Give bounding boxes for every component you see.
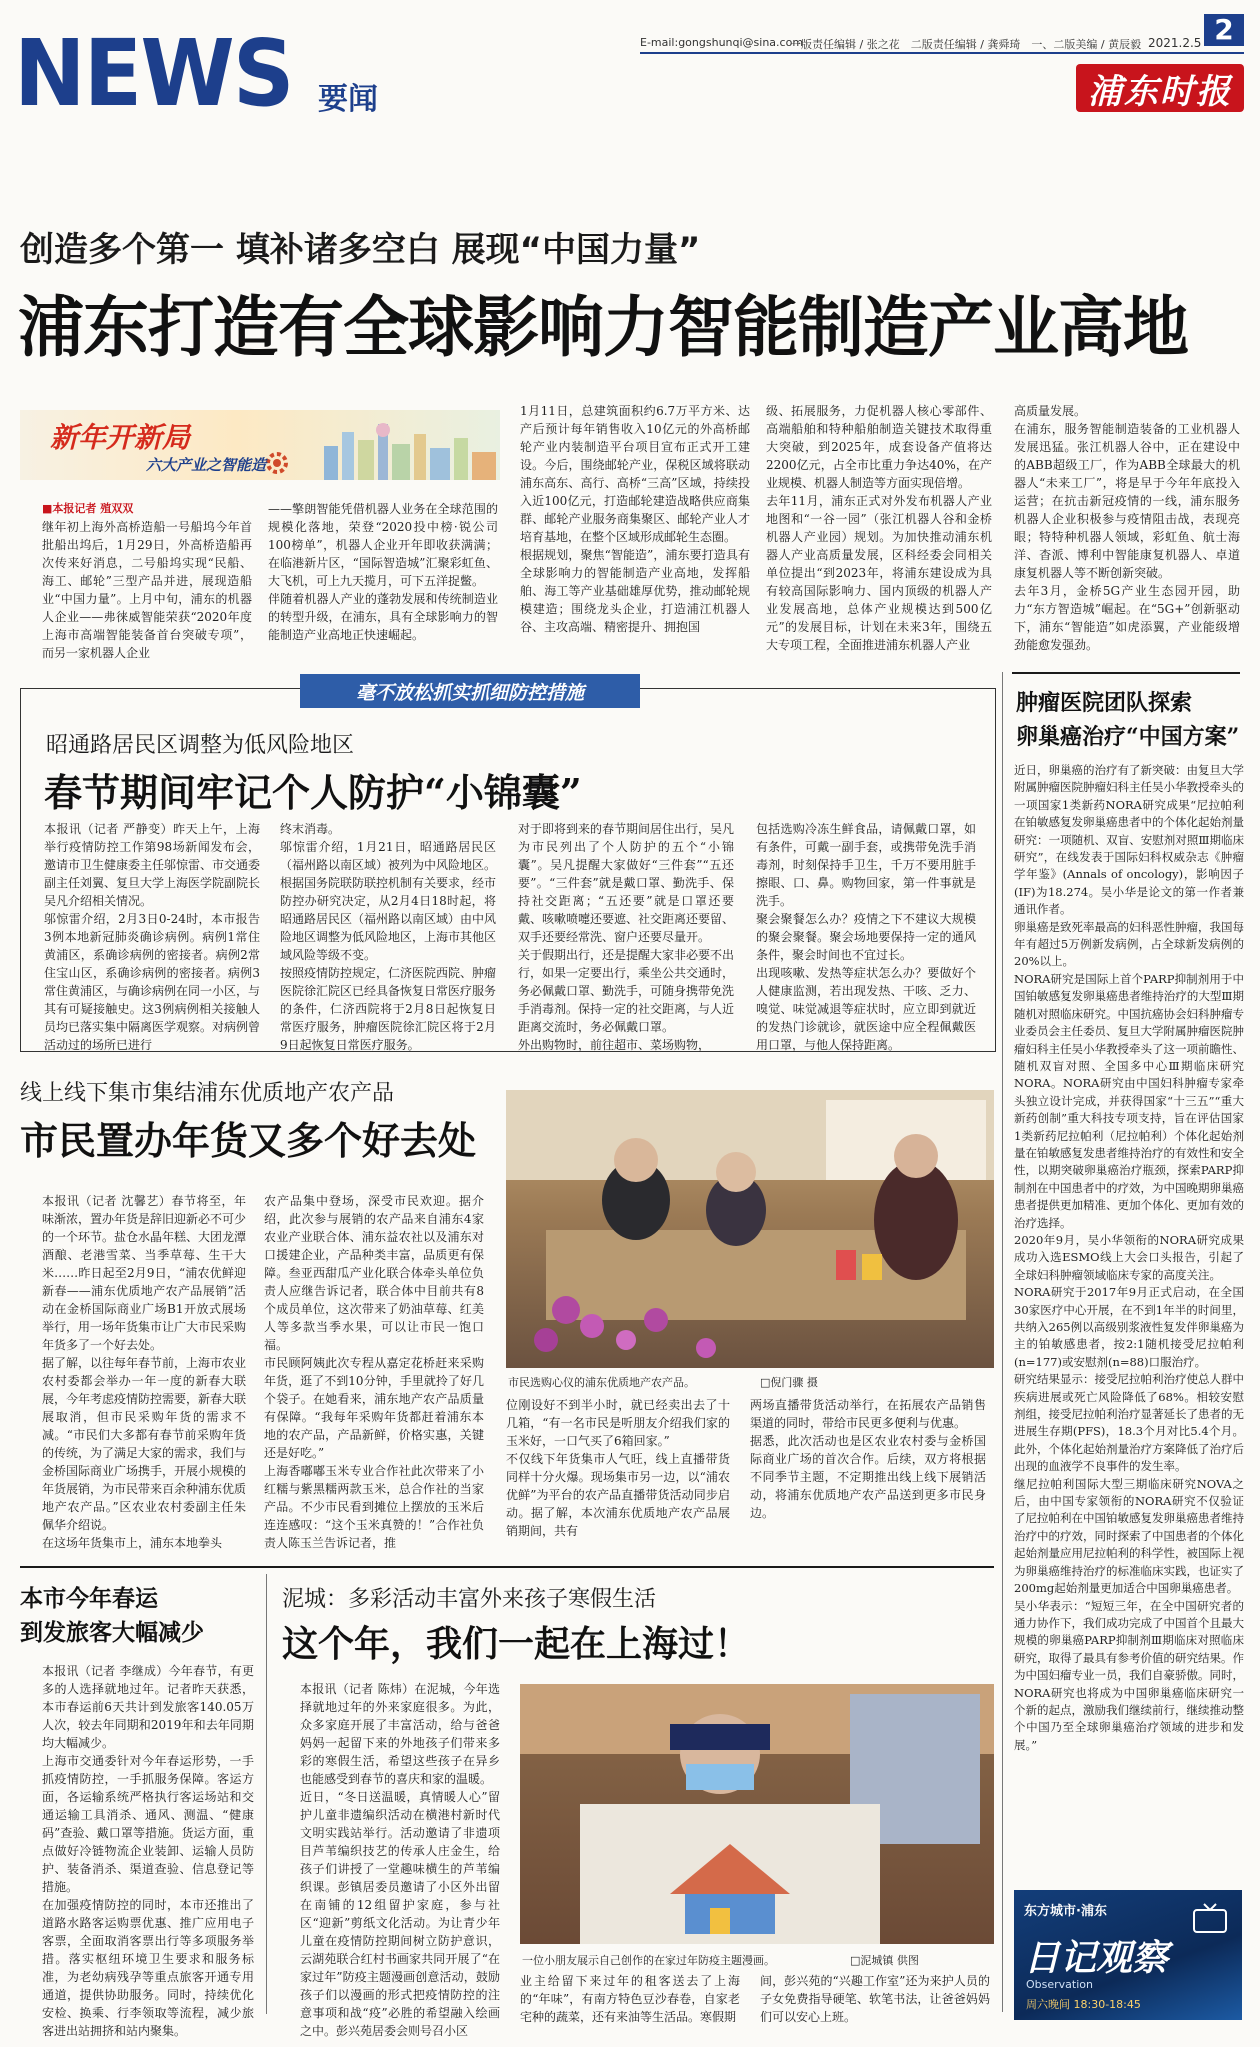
lead-col-4: 级、拓展服务，力促机器人核心零部件、高端船舶和特种船舶制造关键技术取得重大突破，到2025年，成套设备产值将达2200亿元，占全市比重力争达40%，在产业规模、机器人制造等方面实现倍增。 去年11月，浦东正式对外发布机器人产业地图和“一谷一园”（张江机器人谷和金桥机器人产业园）规划。为加快推动浦东机器人产业高质量发展，区科经委会同相关单位提出“到2023年，将浦东建设成为具有较高国际影响力、国内顶级的机器人产业发展高地，总体产业规模达到500亿元”的发展目标，计划在未来3年，围绕五大专项工程，全面推进浦东机器人产业 [766, 404, 992, 652]
ad-big-title: 日记观察 [1024, 1938, 1169, 1979]
market-photo-caption: 市民选购心仪的浦东优质地产农产品。 [508, 1376, 695, 1389]
banner-title: 新年开新局 [50, 421, 191, 454]
lead-headline: 浦东打造有全球影响力智能制造产业高地 [18, 288, 1188, 366]
story5-col-1: 本报讯（记者 陈炜）在泥城，今年选择就地过年的外来家庭很多。为此，众多家庭开展了丰富活动，给与爸爸妈妈一起留下来的外地孩子们带来多彩的寒假生活，希望这些孩子在异乡也能感受到春节的喜庆和家的温暖。 近日，“冬日送温暖，真情暖人心”留护儿童非遗编织活动在横港村新时代文明实践站举行。活动邀请了非遗项目芦苇编织技艺的传承人庄金生，给孩子们讲授了一堂趣味横生的芦苇编织课。彭镇居委员邀请了小区外出留在南铺的12组留护家庭，参与社区“迎新”剪纸文化活动。为让青少年儿童在疫情防控期间树立防护意识，云湖苑联合红村书画家共同开展了“在家过年”防疫主题漫画创意活动，鼓励孩子们以漫画的形式把疫情防控的注意事项和战“疫”必胜的希望融入绘画之中。彭兴苑居委会则号召小区 [300, 1682, 500, 2038]
story2-headline: 春节期间牢记个人防护“小锦囊” [44, 770, 582, 815]
story3-col-2: 农产品集中登场，深受市民欢迎。据介绍，此次参与展销的农产品来自浦东4家农业产业联合体、浦东益农社以及浦东对口援建企业，产品种类丰富，品质更有保障。叁亚西甜瓜产业化联合体牵头单位负责人应继告诉记者，联合体中目前共有8个成员单位，这次带来了奶油草莓、红美人等多款当季水果，可以让市民一饱口福。 市民顾阿姨此次专程从嘉定花桥赶来采购年货，逛了不到10分钟，手里就拎了好几个袋子。在她看来，浦东地产农产品质量有保障。“我每年采购年货都赶着浦东本地的农产品，产品新鲜，价格实惠，关键还是好吃。” 上海香嘟嘟玉米专业合作社此次带来了小红糯与紫黑糯两款玉米，总合作社的当家产品。不少市民看到摊位上摆放的玉米后连连感叹：“这个玉米真赞的！”合作社负责人陈玉兰告诉记者，推 [264, 1194, 484, 1550]
ad-footer: 周六晚间 18:30-18:45 [1026, 1998, 1141, 2011]
child-art-credit: □泥城镇 供图 [850, 1954, 919, 1967]
sidebar-top-rule [1012, 672, 1240, 674]
sidebar-ad [1014, 1890, 1242, 2020]
story5-kicker: 泥城：多彩活动丰富外来孩子寒假生活 [282, 1587, 657, 1612]
story2-col-2: 终末消毒。 邬惊雷介绍，1月21日，昭通路居民区（福州路以南区域）被列为中风险地区。根据国务院联防联控机制有关要求，经市防控办研究决定，从2月4日18时起，将昭通路居民区（福州路以南区域）由中风险地区调整为低风险地区，上海市其他区域风险等级不变。 按照疫情防控规定，仁济医院西院、肿瘤医院徐汇院区已经具备恢复日常医疗服务的条件，仁济西院将于2月8日起恢复日常医疗服务，肿瘤医院徐汇院区将于2月9日起恢复日常医疗服务。 [280, 822, 497, 1052]
child-art-caption: 一位小朋友展示自己创作的在家过年防疫主题漫画。 [522, 1954, 775, 1967]
story2-tag-text: 毫不放松抓实抓细防控措施 [355, 681, 584, 704]
masthead [0, 0, 1260, 127]
masthead-rule [640, 52, 1244, 54]
lead-kicker: 创造多个第一 填补诸多空白 展现“中国力量” [20, 230, 701, 270]
lead-col-3: 1月11日，总建筑面积约6.7万平方米、达产后预计每年销售收入10亿元的外高桥邮轮产业内装制造平台项目宣布正式开工建设。今后，围绕邮轮产业，保税区域将联动浦东高东、高行、高桥“三高”区域，持续投入近100亿元，打造邮轮建造战略供应商集群、邮轮产业服务商集聚区、邮轮产业人才培育基地，在整个区域形成邮轮生态圈。 根据规划，聚焦“智能造”，浦东要打造具有全球影响力的智能制造产业高地，发挥船舶、海工等产业基础雄厚优势，推动邮轮规模建造；围绕龙头企业，打造浦江机器人谷、主攻高端、精密提升、拥抱国 [520, 404, 750, 634]
market-scene-graphic [506, 1090, 994, 1368]
story3-col-3: 位刚设好不到半小时，就已经卖出去了十几箱，“有一名市民是听朋友介绍我们家的玉米好，一口气买了6箱回家。” 不仅线下年货集市人气旺，线上直播带货同样十分火爆。现场集市另一边，以“浦农优鲜”为平台的农产品直播带货活动同步启动。据了解，本次浦东优质地产农产品展销期间，共有 [506, 1398, 730, 1538]
gear-icon [262, 448, 292, 478]
lead-col-1: 继年初上海外高桥造船一号船坞今年首批船出坞后，1月29日，外高桥造船再次传来好消息，二号船坞实现“民船、海工、邮轮”三型产品并进，展现造船业“中国力量”。上月中旬，浦东的机器人企业——弗徕威智能荣获“2020年度上海市高端智能装备首台突破专项”，而另一家机器人企业 [42, 520, 252, 660]
sidebar-headline: 肿瘤医院团队探索 卵巢癌治疗“中国方案” [1016, 690, 1240, 750]
story3-col-1: 本报讯（记者 沈馨艺）春节将至，年味渐浓，置办年货是辞旧迎新必不可少的一个环节。盐仓水晶年糕、大团龙潭酒酿、老港雪菜、当季草莓、生干大米……昨日起至2月9日，“浦农优鲜迎新春——浦东优质地产农产品展销”活动在金桥国际商业广场B1开放式展场举行，用一场年货集市让广大市民采购年货多了一个好去处。 据了解，以往每年春节前，上海市农业农村委都会举办一年一度的新春大联展，今年考虑疫情防控需要，新春大联展取消，但市民采购年货的需求不减。“市民们大多都有春节前采购年货的传统，为了满足大家的需求，我们与金桥国际商业广场携手，开展小规模的年货展销，为市民带来百余种浦东优质地产农产品。”区农业农村委副主任朱佩华介绍说。 在这场年货集市上，浦东本地拳头 [42, 1194, 247, 1550]
story2-col-4: 包括选购冷冻生鲜食品，请佩戴口罩，如有条件，可戴一副手套，或携带免洗手消毒剂，时刻保持手卫生，千万不要用脏手擦眼、口、鼻。购物回家，第一件事就是洗手。 聚会聚餐怎么办？疫情之下不建议大规模的聚会聚餐。聚会场地要保持一定的通风条件，聚会时间也不宜过长。 出现咳嗽、发热等症状怎么办？要做好个人健康监测，若出现发热、干咳、乏力、嗅觉、味觉减退等症状时，应立即到就近的发热门诊就诊，就医途中应全程佩戴医用口罩，与他人保持距离。 [756, 822, 976, 1052]
lead-col-2: ——擎朗智能凭借机器人业务在全球范围的规模化落地，荣登“2020投中榜·锐公司100榜单”，机器人企业开年即收获满满；在临港新片区，“国际智造城”汇聚彩虹鱼、大飞机，可上九天揽月，可下五洋捉鳖。 伴随着机器人产业的蓬勃发展和传统制造业的转型升级，在浦东，具有全球影响力的智能制造产业高地正快速崛起。 [268, 502, 498, 642]
story5-col-3: 间，彭兴苑的“兴趣工作室”还为来护人员的子女免费指导硬笔、软笔书法，让爸爸妈妈们可以安心上班。 [760, 1974, 990, 2024]
story2-kicker: 昭通路居民区调整为低风险地区 [46, 733, 355, 758]
market-photo-credit: □倪门骤 摄 [760, 1376, 818, 1389]
story2-col-1: 本报讯（记者 严静变）昨天上午，上海举行疫情防控工作第98场新闻发布会，邀请市卫生健康委主任邬惊雷、市交通委副主任刘翼、复旦大学上海医学院副院长吴凡介绍相关情况。 邬惊雷介绍，2月3日0-24时，本市报告3例本地新冠肺炎确诊病例。病例1常住黄浦区，系确诊病例的密接者。病例2常住宝山区，系确诊病例的密接者。病例3常住黄浦区，与确诊病例在同一小区，与其有可疑接触史。这3例病例相关接触人员均已落实集中隔离医学观察。对病例曾活动过的场所已进行 [44, 822, 261, 1052]
banner-subtitle: 六大产业之智能造 [146, 456, 267, 474]
lead-col-5: 高质量发展。 在浦东，服务智能制造装备的工业机器人发展迅猛。张江机器人谷中，正在建设中的ABB超级工厂，作为ABB全球最大的机器人“未来工厂”，将是早于今年年底投入运营；在抗击新冠疫情的一线，浦东服务机器人企业积极参与疫情阻击战，表现亮眼；特特种机器人领域，彩虹鱼、航士海洋、杳派、博利中智能康复机器人、卓道康复机器人等不断创新突破。 去年3月，金桥5G产业生态园开园，助力“东方智造城”崛起。在“5G+”创新驱动下，浦东“智能造”如虎添翼，产业能级增劲能愈发强劲。 [1014, 404, 1240, 652]
masthead-editors: 一版责任编辑 / 张之花 二版责任编辑 / 龚舜琦 一、二版美编 / 黄辰毅 [790, 38, 1142, 51]
section-label: 要闻 [318, 82, 378, 117]
paper-logo-text: 浦东时报 [1088, 71, 1232, 112]
ad-subtitle: Observation [1026, 1978, 1093, 1991]
masthead-date: 2021.2.5 [1148, 36, 1202, 50]
sidebar-divider [1002, 672, 1003, 2012]
ad-title: 东方城市·浦东 [1024, 1904, 1107, 1919]
lead-byline: ■本报记者 殖双双 [42, 502, 134, 515]
page-number: 2 [1204, 14, 1244, 46]
bottom-rule [20, 1566, 994, 1568]
child-art-scene-graphic [520, 1684, 994, 1944]
story2-tag [300, 674, 640, 708]
city-skyline-graphic [320, 416, 500, 480]
story5-col-2: 业主给留下来过年的租客送去了上海的“年味”，有南方特色豆沙春卷，自家老宅种的蔬菜，还有来油等生活品。寒假期 [520, 1974, 740, 2024]
paper-logo [1076, 64, 1244, 112]
story3-kicker: 线上线下集市集结浦东优质地产农产品 [20, 1081, 395, 1106]
news-logo: NEWS [14, 20, 293, 127]
story5-headline: 这个年，我们一起在上海过！ [282, 1623, 751, 1665]
story4-body: 本报讯（记者 李继成）今年春节，有更多的人选择就地过年。记者昨天获悉，本市春运前6天共计到发旅客140.05万人次，较去年同期和2019年和去年同期均大幅减少。 上海市交通委针对今年春运形势，一手抓疫情防控，一手抓服务保障。客运方面，各运输系统严格执行客运场站和交通运输工具消杀、通风、测温、“健康码”查验、戴口罩等措施。货运方面，重点做好冷链物流企业装卸、运输人员防护、装备消杀、渠道查验、信息登记等措施。 在加强疫情防控的同时，本市还推出了道路水路客运购票优惠、推广应用电子客票，全面取消客票出行等多项服务举措。落实枢纽环境卫生要求和服务标准，为老幼病残孕等重点旅客开通专用通道，提供协助服务。同时，持续优化安检、换乘、行李领取等流程，减少旅客进出站拥挤和站内聚集。 [42, 1664, 254, 2038]
bottom-divider [266, 1574, 267, 2014]
story4-headline: 本市今年春运 到发旅客大幅减少 [20, 1585, 204, 1646]
masthead-email: E-mail:gongshunqi@sina.com [640, 36, 804, 49]
child-art-photo [520, 1684, 994, 1944]
story3-headline: 市民置办年货又多个好去处 [20, 1118, 477, 1163]
story3-col-4: 两场直播带货活动举行，在拓展农产品销售渠道的同时，带给市民更多便利与优惠。 据悉，此次活动也是区农业农村委与金桥国际商业广场的首次合作。后续，双方将根据不同季节主题，不定期推出线上线下展销活动，将浦东优质地产农产品送到更多市民身边。 [750, 1398, 986, 1520]
tv-broadcast-icon [1190, 1900, 1230, 1940]
story2-col-3: 对于即将到来的春节期间居住出行，吴凡为市民列出了个人防护的五个“小锦囊”。吴凡提醒大家做好“三件套”“五还要”。“三件套”就是戴口罩、勤洗手、保持社交距离；“五还要”就是口罩还要戴、咳嗽喷嚏还要遮、社交距离还要留、双手还要经常洗、窗户还要尽量开。 关于假期出行，还是提醒大家非必要不出行，如果一定要出行，乘坐公共交通时，务必佩戴口罩、勤洗手，可随身携带免洗手消毒剂。保持一定的社交距离，与人近距离交流时，务必佩戴口罩。 外出购物时，前往超市、菜场购物， [518, 822, 735, 1052]
lead-banner [20, 410, 500, 480]
sidebar-body: 近日，卵巢癌的治疗有了新突破：由复旦大学附属肿瘤医院肿瘤妇科主任吴小华教授牵头的一项国家1类新药NORA研究成果“尼拉帕利在铂敏感复发卵巢癌患者中的个体化起始剂量研究：一项随机、双盲、安慰剂对照Ⅲ期临床研究”，在线发表于国际妇科权威杂志《肿瘤学年鉴》(Annals of oncology)，影响因子(IF)为18.274。吴小华是论文的第一作者兼通讯作者。 卵巢癌是致死率最高的妇科恶性肿瘤，我国每年有超过5万例新发病例，占全球新发病例的20%以上。 NORA研究是国际上首个PARP抑制剂用于中国铂敏感复发卵巢癌患者维持治疗的大型Ⅲ期随机对照临床研究。中国抗癌协会妇科肿瘤专业委员会主任委员、复旦大学附属肿瘤医院肿瘤妇科主任吴小华教授牵头了这一项前瞻性、随机双盲对照、全国多中心Ⅲ期临床研究NORA。NORA研究由中国妇科肿瘤专家牵头独立设计完成，并获得国家“十三五”“重大新药创制”重大科技专项支持，旨在评估国家1类新药尼拉帕利（尼拉帕利）个体化起始剂量在铂敏感复发患者维持治疗的有效性和安全性，以期突破卵巢癌治疗瓶颈，探索PARP抑制剂在中国患者中的疗效，为中国晚期卵巢癌患者提供更加精准、更加个体化、更加有效的治疗选择。 2020年9月，吴小华领衔的NORA研究成果成功入选ESMO线上大会口头报告，引起了全球妇科肿瘤领域临床专家的高度关注。 NORA研究于2017年9月正式启动，在全国30家医疗中心开展，在不到1年半的时间里，共纳入265例以高级别浆液性复发伴卵巢癌为主的铂敏感患者，按2:1随机接受尼拉帕利(n=177)或安慰剂(n=88)口服治疗。 研究结果显示：接受尼拉帕利治疗使总人群中疾病进展或死亡风险降低了68%。相较安慰剂组，接受尼拉帕利治疗显著延长了患者的无进展生存期(PFS)，18.3个月对比5.4个月。此外，个体化起始剂量治疗方案降低了治疗后出现的血液学不良事件的发生率。 继尼拉帕利国际大型三期临床研究NOVA之后，由中国专家领衔的NORA研究不仅验证了尼拉帕利在中国铂敏感复发卵巢癌患者维持治疗中的疗效，同时探索了中国患者的个体化起始剂量应用尼拉帕利的科学性，被国际上视为卵巢癌维持治疗的标准临床实践，也证实了200mg起始剂量更加适合中国卵巢癌患者。 吴小华表示：“短短三年，在全中国研究者的通力协作下，我们成功完成了中国首个且最大规模的卵巢癌PARP抑制剂Ⅲ期临床对照临床研究，取得了最具有参考价值的研究结果。作为中国妇瘤专业一员，我们自豪骄傲。同时，NORA研究也将成为中国卵巢癌临床研究一个新的起点，激励我们继续前行，继续推动整个中国乃至全球卵巢癌治疗领域的进步和发展。” [1014, 763, 1244, 1752]
market-photo [506, 1090, 994, 1368]
